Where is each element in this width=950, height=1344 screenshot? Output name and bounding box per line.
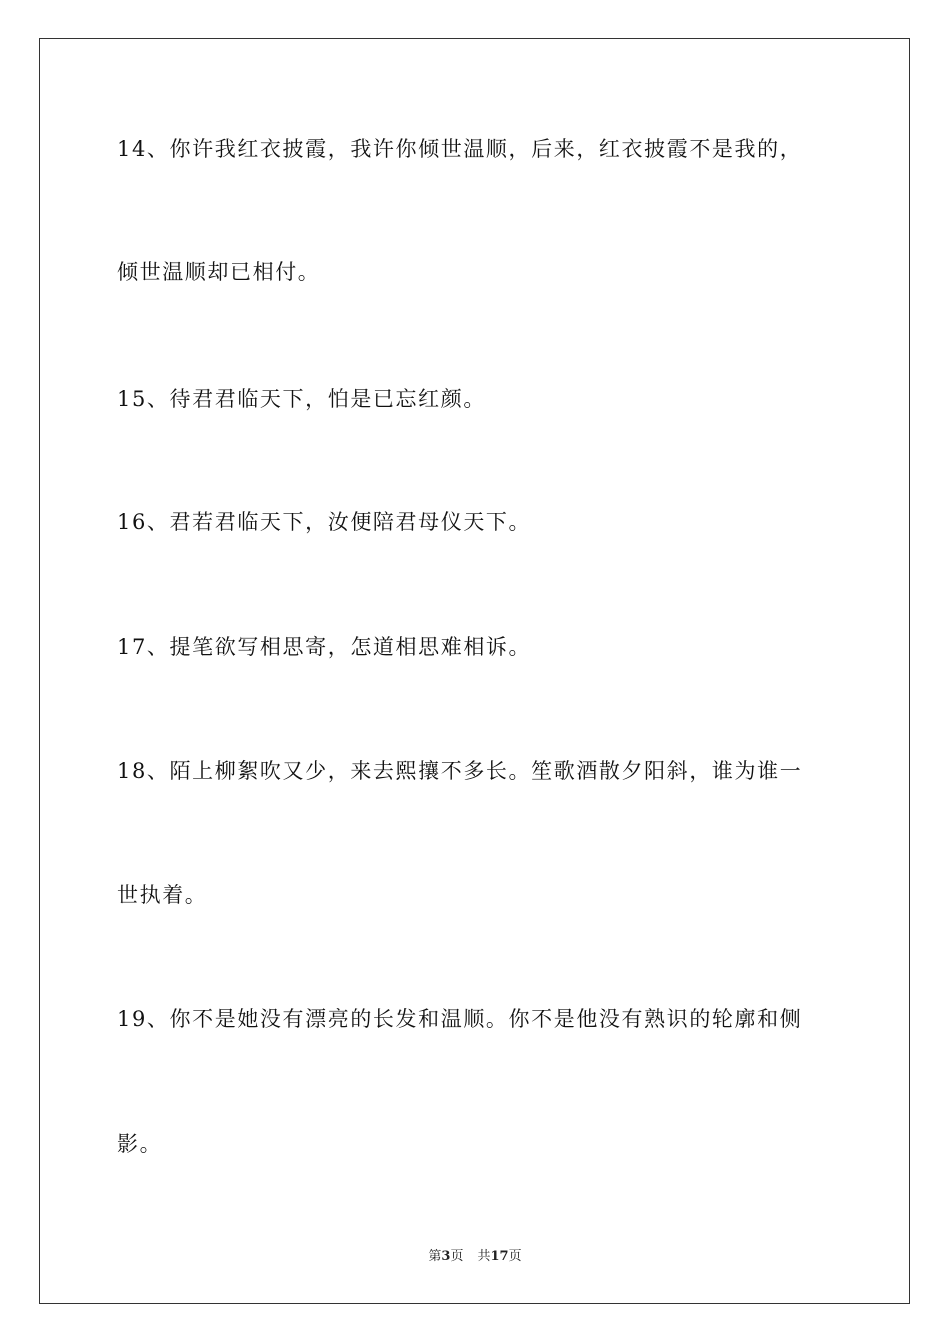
footer-total-prefix: 共 [477, 1249, 491, 1264]
text-line-item-14-part-2: 倾世温顺却已相付。 [117, 260, 321, 284]
text-line-item-19-part-1: 19、你不是她没有漂亮的长发和温顺。你不是他没有熟识的轮廓和侧 [117, 1007, 803, 1031]
footer-page-prefix: 第 [428, 1249, 442, 1264]
page-footer [0, 1248, 950, 1266]
text-line-item-18-part-1: 18、陌上柳絮吹又少，来去熙攘不多长。笙歌酒散夕阳斜，谁为谁一 [117, 759, 803, 783]
text-line-item-17: 17、提笔欲写相思寄，怎道相思难相诉。 [117, 635, 532, 659]
footer-total-pages: 17 [490, 1249, 509, 1264]
page-border [39, 38, 910, 1304]
text-line-item-18-part-2: 世执着。 [117, 883, 208, 907]
footer-page-suffix: 页 [450, 1249, 464, 1264]
text-line-item-16: 16、君若君临天下，汝便陪君母仪天下。 [117, 510, 532, 534]
footer-page-number: 3 [441, 1249, 451, 1264]
text-line-item-14-part-1: 14、你许我红衣披霞，我许你倾世温顺，后来，红衣披霞不是我的， [117, 137, 803, 161]
text-line-item-19-part-2: 影。 [117, 1132, 163, 1156]
footer-total-suffix: 页 [508, 1249, 522, 1264]
text-line-item-15: 15、待君君临天下，怕是已忘红颜。 [117, 387, 486, 411]
